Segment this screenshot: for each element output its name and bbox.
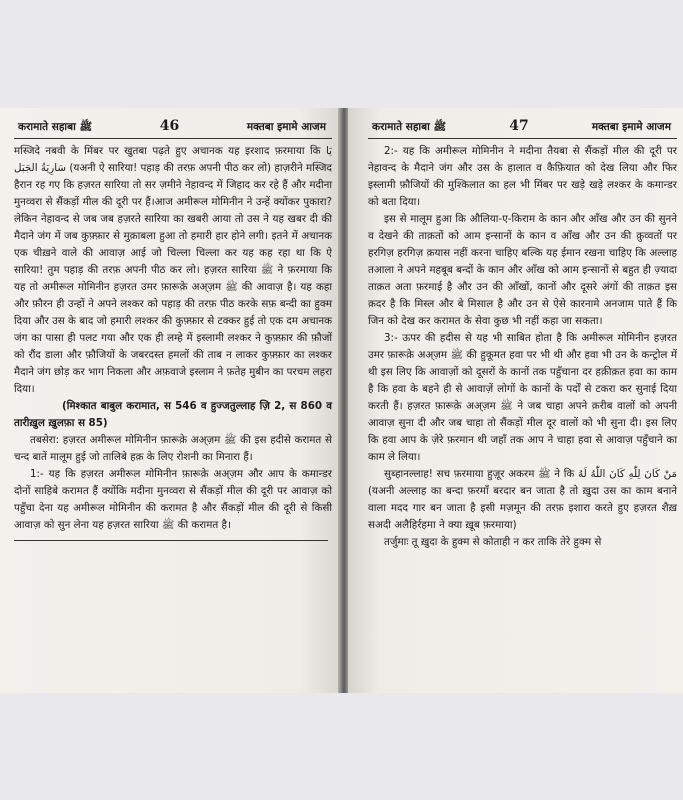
right-page-number: 47 <box>509 118 529 134</box>
left-footer-rule <box>14 540 328 541</box>
paragraph: मस्जिदे नबवी के मिंबर पर खुतबा पढ़ते हुए अचानक यह इरशाद फ़रमाया कि يَا سَارِيَةُ الجَبَل (यअनी ऐ सारिया! पहाड़ की तरफ़ अपनी पीठ कर लो) हाज़रीने मस्जिद हैरान रह गए कि हज़रत सारिया तो सर ज़मीने नेहावन्द में जिहाद कर रहे हैं और मदीना मुनव्वरा से सैंकड़ों मील की दूरी पर हैं।आज अमीरूल मोमिनीन ने उन्हें क्योंकर पुकारा? लेकिन नेहावन्द से जब जब हज़रते सारिया का खबरी आया तो उस ने यह खबर दी की मैदाने जंग में जब कुफ़्फ़ार से मुक़ाबला हुआ तो हमारी हार होने लगी। इतने में अचानक एक चीख़ने वाले की आवाज़ आई जो चिल्ला चिल्ला कर यह कह रहा था कि ऐ सारिया! तुम पहाड़ की तरफ़ अपनी पीठ कर लो। हज़रत सारिया ﷺ ने फ़रमाया कि यह तो अमीरूल मोमिनीन हज़रत उमर फ़ारूक़े अअ्ज़म ﷺ की आवाज़ है। यह कहा और फ़ौरन ही उन्हों ने अपने लश्कर को पहाड़ की तरफ़ पीठ करके सफ़ बन्दी का हुक्म दिया और उस के बाद जो हमारी लश्कर की कुफ़्फ़ार से टक्कर हुई तो एक दम अचानक जंग का पासा ही पलट गया और एक ही लम्हे में इस्लामी लश्कर ने कुफ़्फ़ार की फ़ौजों को रौंद डाला और फ़ौजियों के जबरदस्त हमलों की ताब न लाकर कुफ़्फ़ार का लश्कर मैदाने जंग छोड़ कर भाग निकला और अफ़वाजे इस्लाम ने फ़तेह मुबीन का परचम लहरा दिया। <box>14 145 332 395</box>
left-running-header <box>14 118 332 139</box>
open-book <box>0 108 683 693</box>
right-header-book-title: करामाते सहाबा ﷺ <box>372 121 447 133</box>
left-header-publisher: मक्तबा इमामे आजम <box>246 121 326 133</box>
paragraph: तबसेरा: हज़रत अमीरूल मोमिनीन फ़ारूक़े अअ्ज़म ﷺ की इस हदीसे करामत से चन्द बातें मालूम हुई जो तालिबे हक़ के लिए रोशनी का मिनारा हैं। <box>14 434 332 463</box>
right-page <box>348 108 683 693</box>
left-header-book-title: करामाते सहाबा ﷺ <box>18 121 93 133</box>
left-page-number: 46 <box>159 118 180 134</box>
paragraph: 3:- ऊपर की हदीस से यह भी साबित होता है कि अमीरूल मोमिनीन हज़रत उमर फ़ारूक़े अअ्ज़म ﷺ की हुकूमत हवा पर भी थी और हवा भी उन के कन्ट्रोल में थी इस लिए कि आवाज़ों को दूसरों के कानों तक पहुँचाना दर हक़ीक़त हवा का काम है कि हवा के बहने ही से आवाज़ें लोगों के कानों के पर्दों से टकरा कर सुनाई दिया करती हैं। हज़रत फ़ारूक़े अअ्ज़म ﷺ ने जब चाहा अपने क़रीब वालों को अपनी आवाज़ सुना दी और जब चाहा तो सैंकड़ों मील दूर वालों को भी सुना दी। इस लिए कि हवा आप के ज़ेरे फ़रमान थी जहाँ तक आप ने चाहा हवा से आवाज़ पहुँचाने का काम ले लिया। <box>368 332 677 463</box>
paragraph: सुब्हानल्लाह! सच फ़रमाया हुज़ूर अकरम ﷺ ने कि مَنْ كَانَ لِلّٰهِ كَانَ اللّٰهُ لَهُ (यअनी अल्लाह का बन्दा फ़रमाँ बरदार बन जाता है तो ख़ुदा उस का काम बनाने वाला मदद गार बन जाता है इसी मज़मून की तरफ़ इशारा करते हुए हज़रत शैख़ सअदी अलैहिर्रहमा ने क्या ख़ूब फ़रमाया) <box>368 468 677 531</box>
right-page-text <box>368 143 677 551</box>
paragraph: 1:- यह कि हज़रत अमीरूल मोमिनीन फ़ारूक़े अअ्ज़म और आप के कमान्डर दोनों साहिबे करामत हैं क्योंकि मदीना मुनव्वरा से सैंकड़ों मील की दूरी पर आवाज़ को पहुँचा देना यह अमीरूल मोमिनीन की करामत है और सैंकड़ों मील की दूरी से किसी आवाज़ को सुन लेना यह हज़रत सारिया ﷺ की करामत है। <box>14 468 332 531</box>
citation: (मिश्कात बाबुल करामात, स 546 व हुज्जतुल्लाह ज़ि 2, स 860 व तारीख़ुल ख़ुलफ़ा स 85) <box>14 400 332 429</box>
paragraph: इस से मालूम हुआ कि औलिया-ए-किराम के कान और आँख और उन की सुनने व देखने की ताक़तों को आम इन्सानों के कान व आँख और उन की क़ुव्वतों पर हरगिज़ हरगिज़ क़यास नहीं करना चाहिए बल्कि यह ईमान रखना चाहिए कि अल्लाह तआला ने अपने महबूब बन्दों के कान और आँख को आम इन्सानों से बहुत ही ज़्यादा ताक़त अता फ़रमाई है और उन की आँखों, कानों और दूसरे अंगों की ताक़त इस क़दर है कि मिस्ल और बे मिसाल है और उन से ऐसे कारनामे अनजाम पाते हैं कि जिन को देख कर करामत के सेवा कुछ भी नहीं कहा जा सकता। <box>368 213 677 327</box>
right-running-header <box>368 118 677 139</box>
left-page <box>0 108 340 693</box>
paragraph: तर्जुमाः तू ख़ुदा के हुक्म से कोताही न कर ताकि तेरे हुक्म से <box>384 536 602 548</box>
right-header-publisher: मक्तबा इमामे आजम <box>591 121 671 133</box>
background <box>0 693 683 800</box>
left-page-text <box>14 143 332 534</box>
paragraph: 2:- यह कि अमीरूल मोमिनीन ने मदीना तैयबा से सैंकड़ों मील की दूरी पर नेहावन्द के मैदाने जंग और उस के हालात व कैफ़ियात को देख लिया और फिर इस्लामी फ़ौजियों की मुश्किलात का हल भी मिंबर पर खड़े खड़े लश्कर के कमान्डर को बता दिया। <box>368 145 677 208</box>
